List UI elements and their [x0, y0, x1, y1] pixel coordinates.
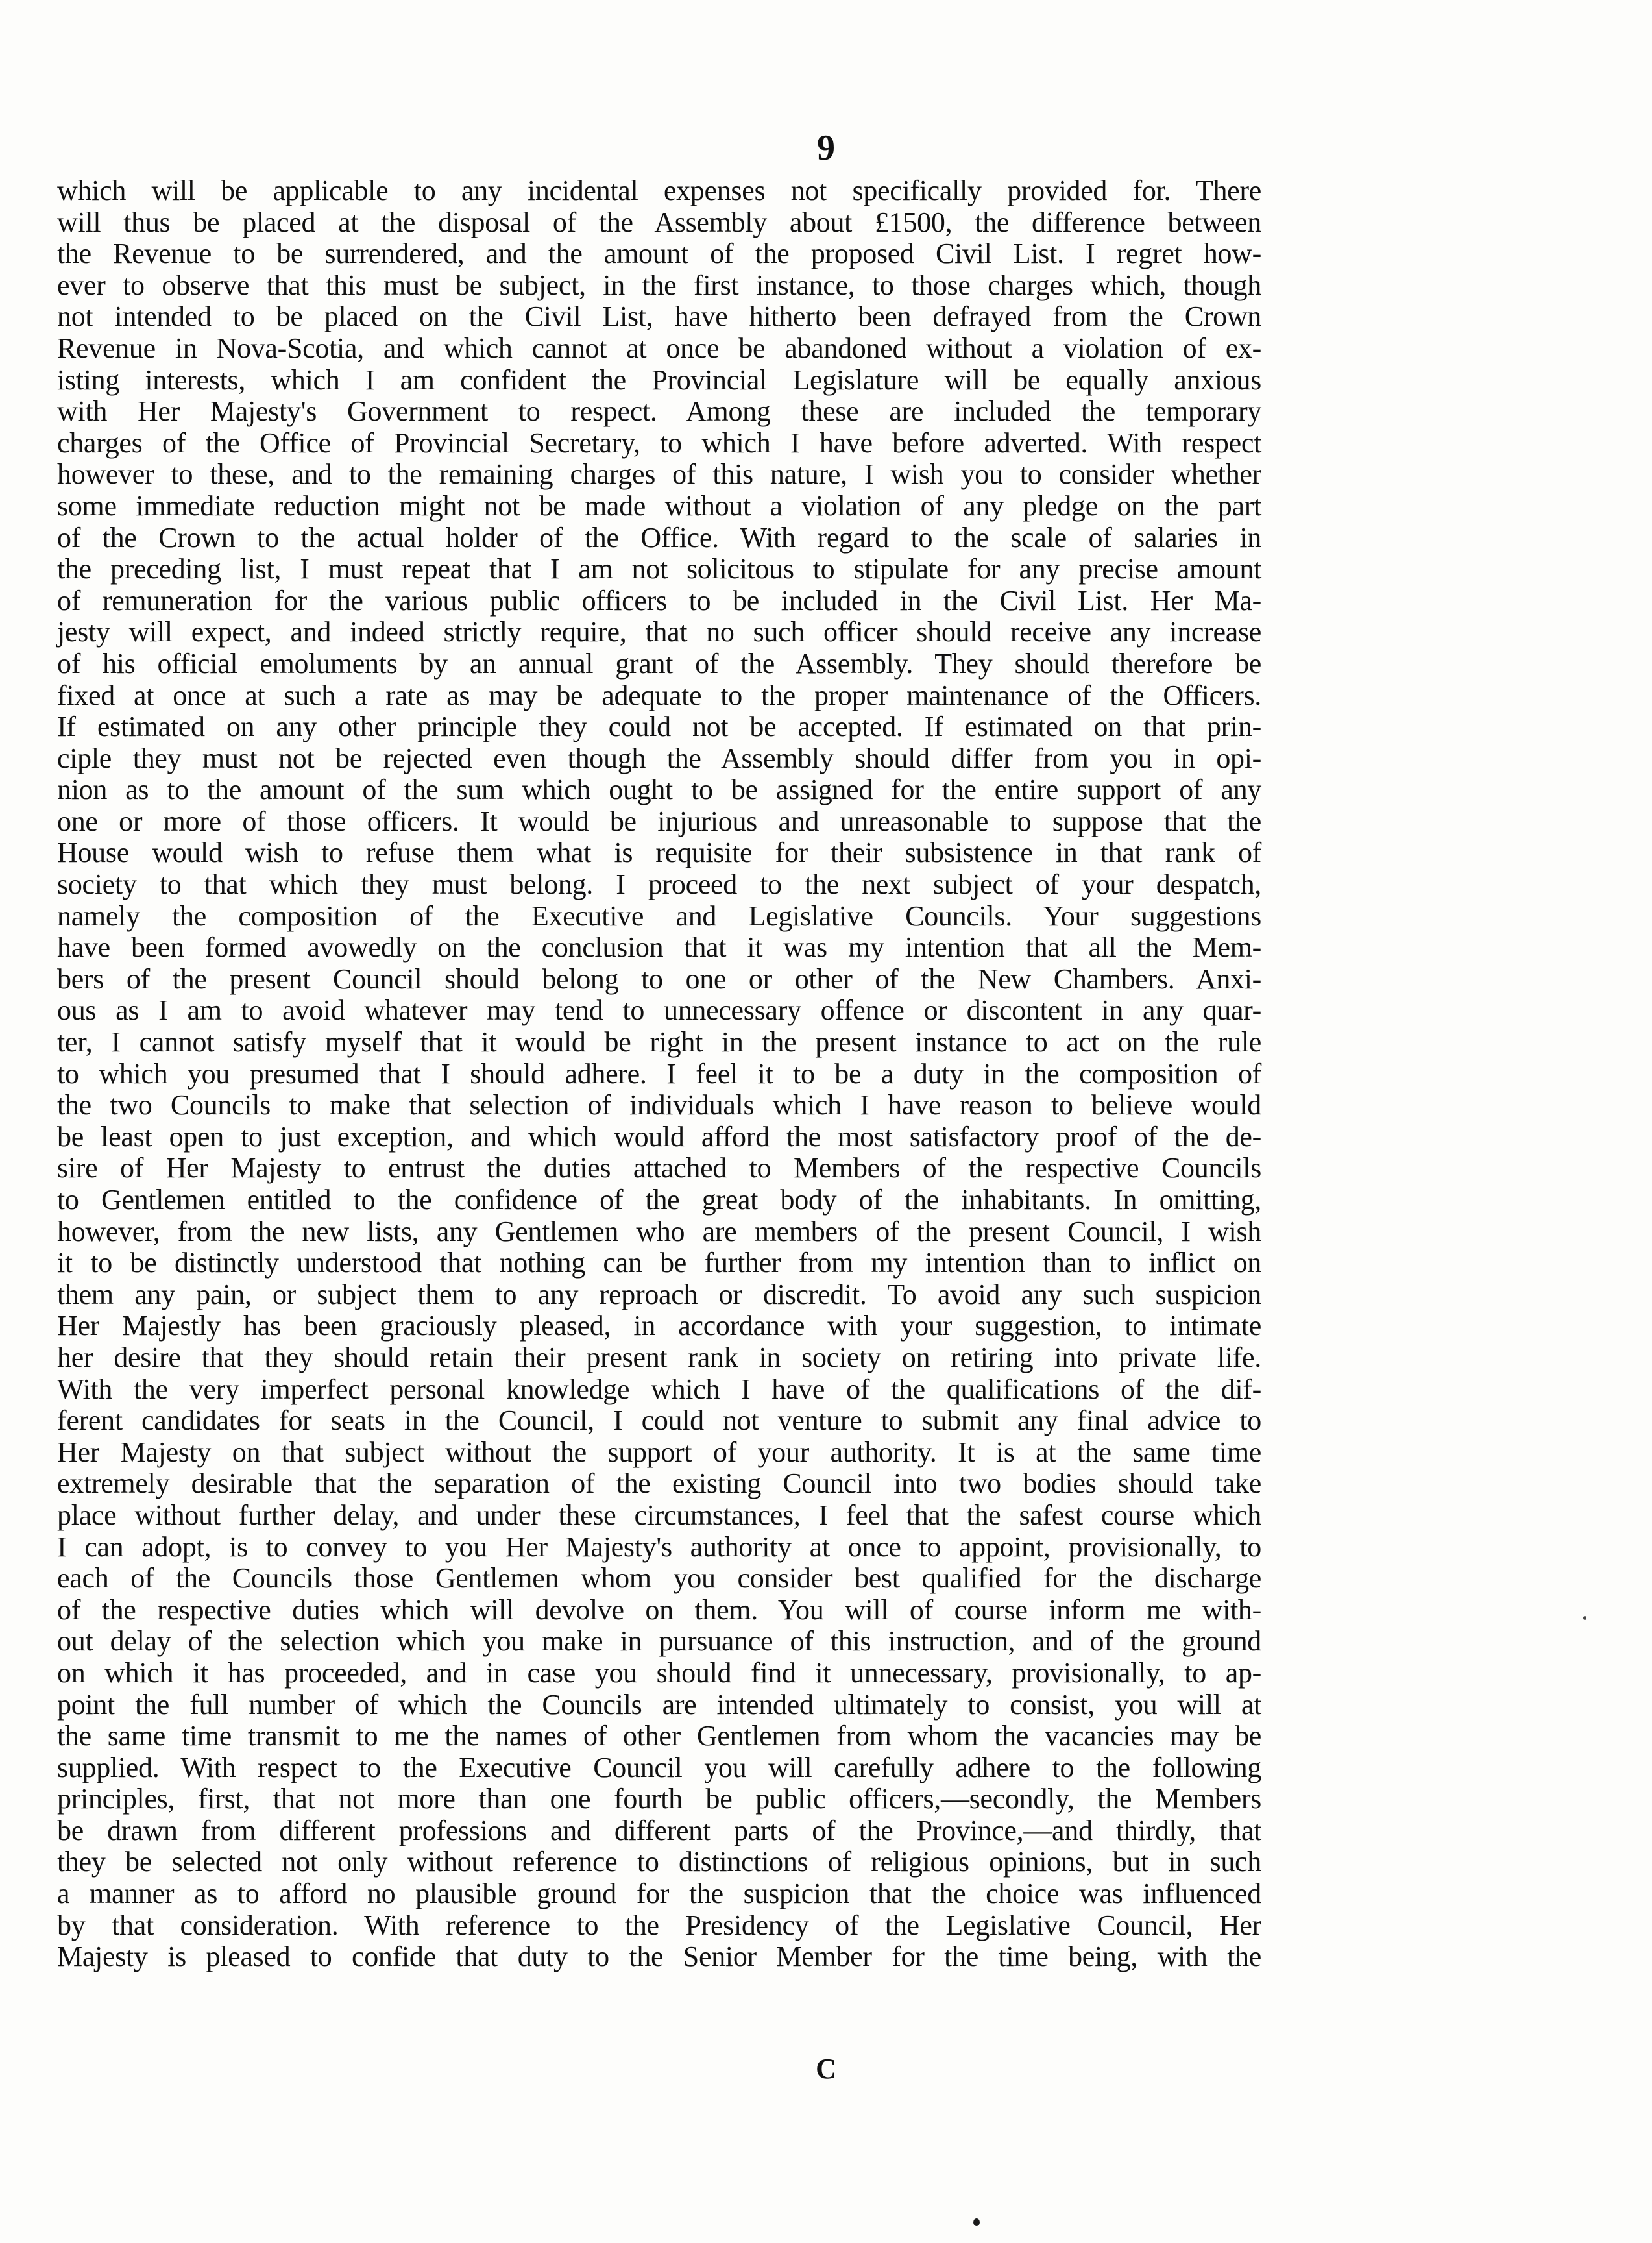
- text-line: I can adopt, is to convey to you Her Majesty's authority at once to appoint, provisionally, to: [57, 1530, 1261, 1563]
- text-line: extremely desirable that the separation of the existing Council into two bodies should take: [57, 1467, 1261, 1500]
- text-line: each of the Councils those Gentlemen whom you consider best qualified for the discharge: [57, 1562, 1261, 1595]
- text-line: sire of Her Majesty to entrust the duties attached to Members of the respective Councils: [57, 1152, 1261, 1184]
- text-line: her desire that they should retain their present rank in society on retiring into private life.: [57, 1341, 1261, 1373]
- text-line: them any pain, or subject them to any reproach or discredit. To avoid any such suspicion: [57, 1278, 1261, 1310]
- text-line: place without further delay, and under these circumstances, I feel that the safest course which: [57, 1499, 1261, 1531]
- text-line: be least open to just exception, and which would afford the most satisfactory proof of the de-: [57, 1120, 1261, 1153]
- text-line: some immediate reduction might not be made without a violation of any pledge on the part: [57, 489, 1261, 522]
- text-line: one or more of those officers. It would be injurious and unreasonable to suppose that the: [57, 805, 1261, 837]
- text-line: Her Majesty on that subject without the support of your authority. It is at the same time: [57, 1436, 1261, 1468]
- text-line: Revenue in Nova-Scotia, and which cannot at once be abandoned without a violation of ex-: [57, 332, 1261, 364]
- text-line: ever to observe that this must be subject, in the first instance, to those charges which, though: [57, 269, 1261, 301]
- text-line: the preceding list, I must repeat that I am not solicitous to stipulate for any precise amount: [57, 553, 1261, 585]
- text-line: by that consideration. With reference to the Presidency of the Legislative Council, Her: [57, 1909, 1261, 1941]
- ink-speck: [1583, 1616, 1586, 1620]
- text-line: the two Councils to make that selection of individuals which I have reason to believe would: [57, 1089, 1261, 1122]
- text-line: ous as I am to avoid whatever may tend to unnecessary offence or discontent in any quar-: [57, 994, 1261, 1027]
- signature-mark: C: [816, 2053, 836, 2085]
- text-line: bers of the present Council should belong to one or other of the New Chambers. Anxi-: [57, 962, 1261, 995]
- ink-speck: [973, 2218, 980, 2226]
- text-line: it to be distinctly understood that nothing can be further from my intention than to inflict on: [57, 1247, 1261, 1279]
- text-line: a manner as to afford no plausible ground for the suspicion that the choice was influenced: [57, 1878, 1261, 1910]
- text-line: of remuneration for the various public officers to be included in the Civil List. Her Ma-: [57, 584, 1261, 617]
- text-line: charges of the Office of Provincial Secretary, to which I have before adverted. With respect: [57, 426, 1261, 459]
- text-line: on which it has proceeded, and in case you should find it unnecessary, provisionally, to ap-: [57, 1656, 1261, 1689]
- text-line: to Gentlemen entitled to the confidence of the great body of the inhabitants. In omitting,: [57, 1184, 1261, 1216]
- text-line: have been formed avowedly on the conclusion that it was my intention that all the Mem-: [57, 931, 1261, 964]
- text-line: society to that which they must belong. I proceed to the next subject of your despatch,: [57, 868, 1261, 901]
- text-line: House would wish to refuse them what is requisite for their subsistence in that rank of: [57, 837, 1261, 869]
- text-line: ferent candidates for seats in the Council, I could not venture to submit any final advice to: [57, 1404, 1261, 1437]
- text-line: ciple they must not be rejected even though the Assembly should differ from you in opi-: [57, 742, 1261, 774]
- text-line: be drawn from different professions and different parts of the Province,—and thirdly, that: [57, 1814, 1261, 1846]
- text-line: out delay of the selection which you make in pursuance of this instruction, and of the ground: [57, 1625, 1261, 1658]
- text-line: with Her Majesty's Government to respect. Among these are included the temporary: [57, 395, 1261, 428]
- text-line: to which you presumed that I should adhere. I feel it to be a duty in the composition of: [57, 1057, 1261, 1090]
- text-line: jesty will expect, and indeed strictly require, that no such officer should receive any increase: [57, 616, 1261, 648]
- text-line: of the Crown to the actual holder of the Office. With regard to the scale of salaries in: [57, 521, 1261, 554]
- text-line: will thus be placed at the disposal of the Assembly about £1500, the difference between: [57, 206, 1261, 238]
- text-line: supplied. With respect to the Executive Council you will carefully adhere to the following: [57, 1751, 1261, 1783]
- text-line: ter, I cannot satisfy myself that it would be right in the present instance to act on the rule: [57, 1026, 1261, 1059]
- text-line: isting interests, which I am confident the Provincial Legislature will be equally anxious: [57, 363, 1261, 396]
- text-line: namely the composition of the Executive and Legislative Councils. Your suggestions: [57, 900, 1261, 932]
- text-line: of his official emoluments by an annual grant of the Assembly. They should therefore be: [57, 647, 1261, 680]
- text-line: point the full number of which the Councils are intended ultimately to consist, you will at: [57, 1688, 1261, 1721]
- text-line: of the respective duties which will devolve on them. You will of course inform me with-: [57, 1593, 1261, 1626]
- page-number: 9: [817, 128, 835, 168]
- text-line: nion as to the amount of the sum which ought to be assigned for the entire support of any: [57, 774, 1261, 806]
- text-line: the Revenue to be surrendered, and the amount of the proposed Civil List. I regret how-: [57, 238, 1261, 270]
- text-line: Her Majestly has been graciously pleased, in accordance with your suggestion, to intimate: [57, 1310, 1261, 1342]
- text-line: principles, first, that not more than one fourth be public officers,—secondly, the Members: [57, 1783, 1261, 1815]
- text-line: the same time transmit to me the names of other Gentlemen from whom the vacancies may be: [57, 1720, 1261, 1752]
- text-line: which will be applicable to any incidental expenses not specifically provided for. There: [57, 175, 1261, 206]
- text-line: If estimated on any other principle they could not be accepted. If estimated on that prin-: [57, 711, 1261, 743]
- text-line: With the very imperfect personal knowledge which I have of the qualifications of the dif-: [57, 1373, 1261, 1405]
- text-line: they be selected not only without reference to distinctions of religious opinions, but in such: [57, 1846, 1261, 1878]
- text-line: however, from the new lists, any Gentlemen who are members of the present Council, I wish: [57, 1215, 1261, 1247]
- text-line: however to these, and to the remaining charges of this nature, I wish you to consider whether: [57, 458, 1261, 491]
- text-line: Majesty is pleased to confide that duty to the Senior Member for the time being, with the: [57, 1941, 1261, 1973]
- text-line: fixed at once at such a rate as may be adequate to the proper maintenance of the Officers.: [57, 679, 1261, 711]
- text-line: not intended to be placed on the Civil List, have hitherto been defrayed from the Crown: [57, 300, 1261, 333]
- body-text: [57, 175, 1261, 1973]
